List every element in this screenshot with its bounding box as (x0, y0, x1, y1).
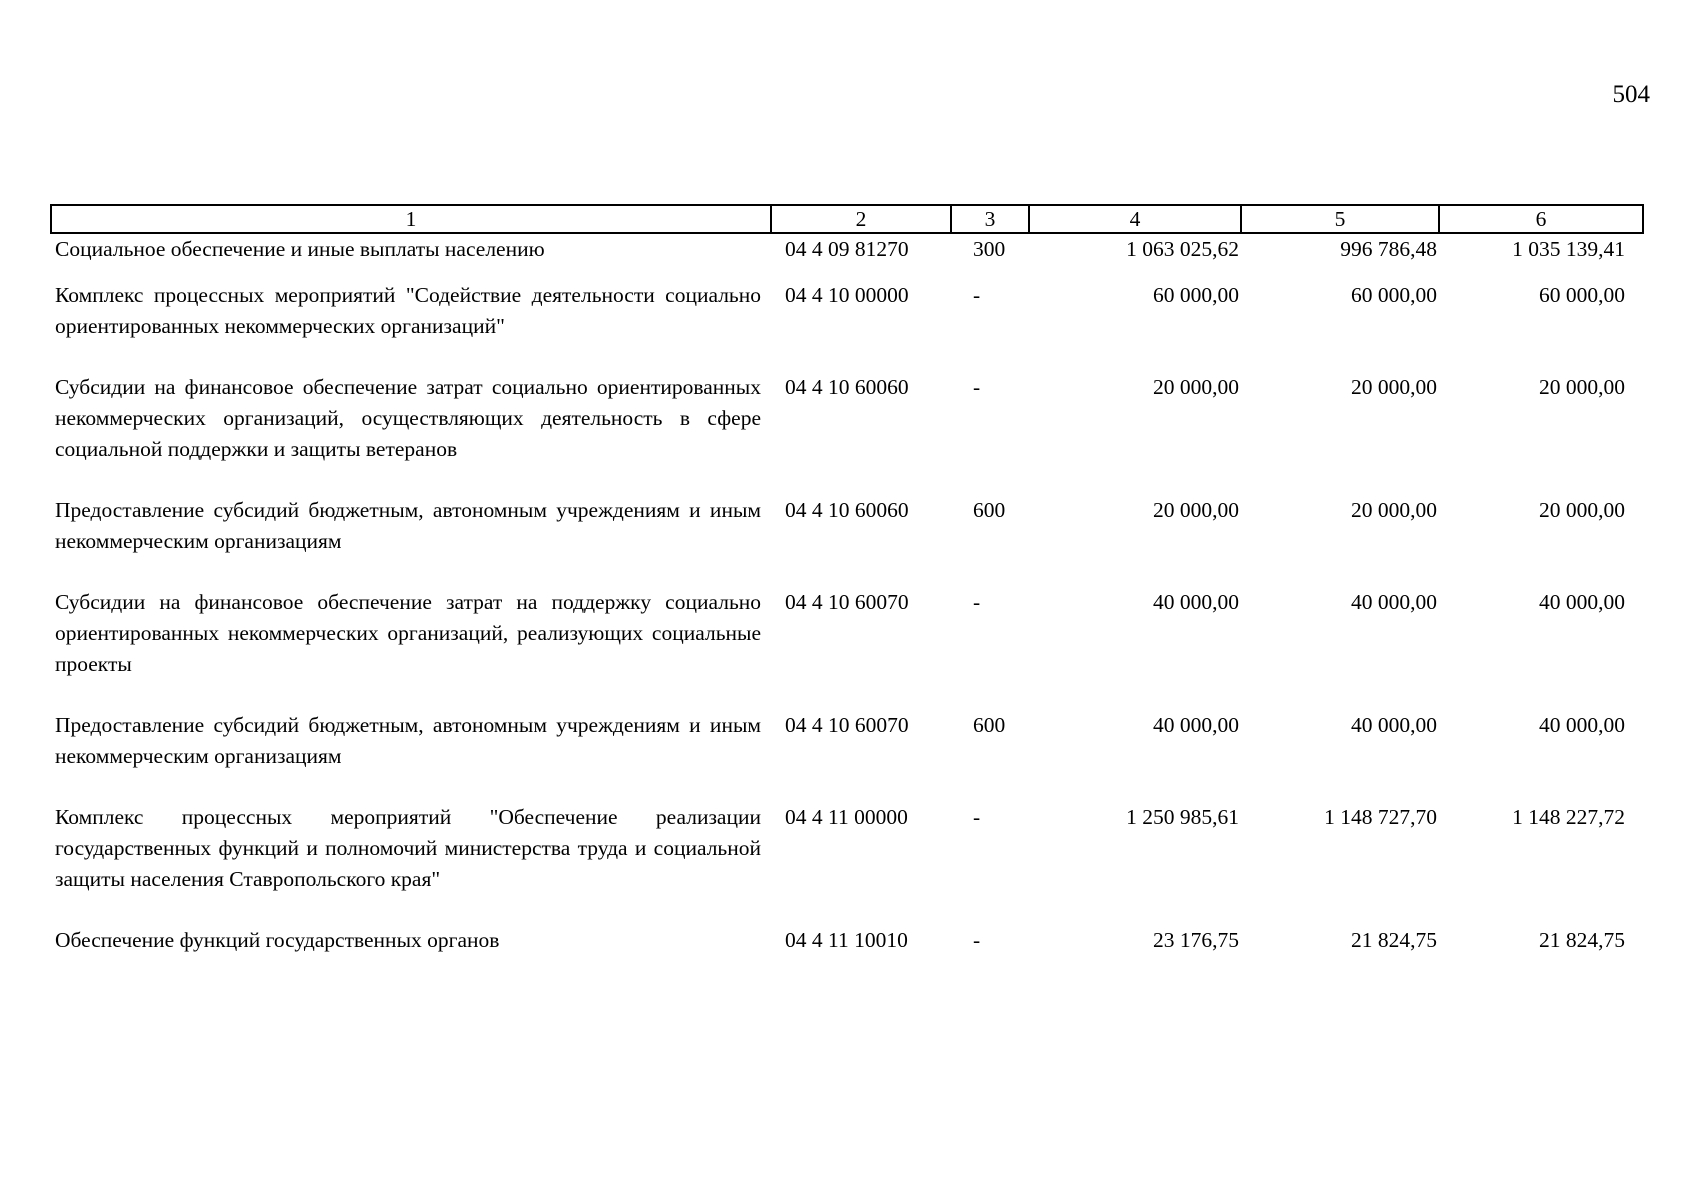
cell-value-6: 21 824,75 (1539, 928, 1625, 952)
cell-value-4: 23 176,75 (1153, 928, 1239, 952)
cell-value-5: 40 000,00 (1351, 713, 1437, 737)
cell-value-4: 40 000,00 (1153, 713, 1239, 737)
table-row (51, 925, 1643, 986)
table-row (51, 587, 1643, 710)
cell-name: Предоставление субсидий бюджетным, автономным учреждениям и иным некоммерческим организациям (55, 713, 761, 768)
cell-code: 04 4 10 60060 (785, 375, 909, 399)
header-col-4: 4 (1029, 205, 1241, 233)
table-body (51, 233, 1643, 986)
cell-code: 04 4 10 60060 (785, 498, 909, 522)
table-row (51, 372, 1643, 495)
cell-value-6: 1 035 139,41 (1512, 237, 1625, 261)
table-row (51, 710, 1643, 802)
cell-name: Субсидии на финансовое обеспечение затрат на поддержку социально ориентированных некоммерческих организаций, реализующих социальные проекты (55, 590, 761, 676)
table-row (51, 495, 1643, 587)
cell-code: 04 4 10 00000 (785, 283, 909, 307)
header-col-1: 1 (51, 205, 771, 233)
cell-name: Обеспечение функций государственных органов (55, 928, 500, 952)
cell-value-5: 1 148 727,70 (1324, 805, 1437, 829)
cell-value-5: 20 000,00 (1351, 498, 1437, 522)
cell-value-5: 21 824,75 (1351, 928, 1437, 952)
cell-type: 600 (973, 713, 1006, 737)
cell-name: Комплекс процессных мероприятий "Содействие деятельности социально ориентированных некоммерческих организаций" (55, 283, 761, 338)
cell-type: - (973, 283, 981, 307)
cell-value-4: 1 063 025,62 (1126, 237, 1239, 261)
cell-code: 04 4 09 81270 (785, 237, 909, 261)
cell-type: 300 (973, 237, 1006, 261)
cell-value-5: 996 786,48 (1340, 237, 1437, 261)
cell-value-6: 1 148 227,72 (1512, 805, 1625, 829)
table-row (51, 280, 1643, 372)
cell-value-6: 40 000,00 (1539, 590, 1625, 614)
cell-value-5: 20 000,00 (1351, 375, 1437, 399)
cell-value-4: 20 000,00 (1153, 498, 1239, 522)
cell-type: - (973, 375, 981, 399)
cell-value-6: 40 000,00 (1539, 713, 1625, 737)
cell-value-5: 60 000,00 (1351, 283, 1437, 307)
cell-type: 600 (973, 498, 1006, 522)
cell-code: 04 4 10 60070 (785, 590, 909, 614)
cell-name: Предоставление субсидий бюджетным, автономным учреждениям и иным некоммерческим организациям (55, 498, 761, 553)
header-row (51, 205, 1643, 233)
cell-code: 04 4 10 60070 (785, 713, 909, 737)
budget-table (50, 204, 1644, 986)
table-header (51, 205, 1643, 233)
page-number: 504 (1612, 81, 1650, 108)
cell-value-4: 40 000,00 (1153, 590, 1239, 614)
cell-value-5: 40 000,00 (1351, 590, 1437, 614)
header-col-3: 3 (951, 205, 1029, 233)
table-row (51, 233, 1643, 280)
cell-value-6: 20 000,00 (1539, 498, 1625, 522)
table-row (51, 802, 1643, 925)
cell-value-4: 20 000,00 (1153, 375, 1239, 399)
cell-code: 04 4 11 00000 (785, 805, 908, 829)
cell-code: 04 4 11 10010 (785, 928, 908, 952)
cell-value-6: 20 000,00 (1539, 375, 1625, 399)
cell-type: - (973, 928, 981, 952)
header-col-5: 5 (1241, 205, 1439, 233)
cell-value-4: 60 000,00 (1153, 283, 1239, 307)
header-col-2: 2 (771, 205, 951, 233)
header-col-6: 6 (1439, 205, 1643, 233)
cell-value-4: 1 250 985,61 (1126, 805, 1239, 829)
cell-type: - (973, 805, 981, 829)
cell-name: Субсидии на финансовое обеспечение затрат социально ориентированных некоммерческих организаций, осуществляющих деятельность в сфере социальной поддержки и защиты ветеранов (55, 375, 761, 461)
cell-value-6: 60 000,00 (1539, 283, 1625, 307)
cell-name: Социальное обеспечение и иные выплаты населению (55, 237, 545, 261)
cell-name: Комплекс процессных мероприятий "Обеспечение реализации государственных функций и полномочий министерства труда и социальной защиты населения Ставропольского края" (55, 805, 761, 891)
cell-type: - (973, 590, 981, 614)
